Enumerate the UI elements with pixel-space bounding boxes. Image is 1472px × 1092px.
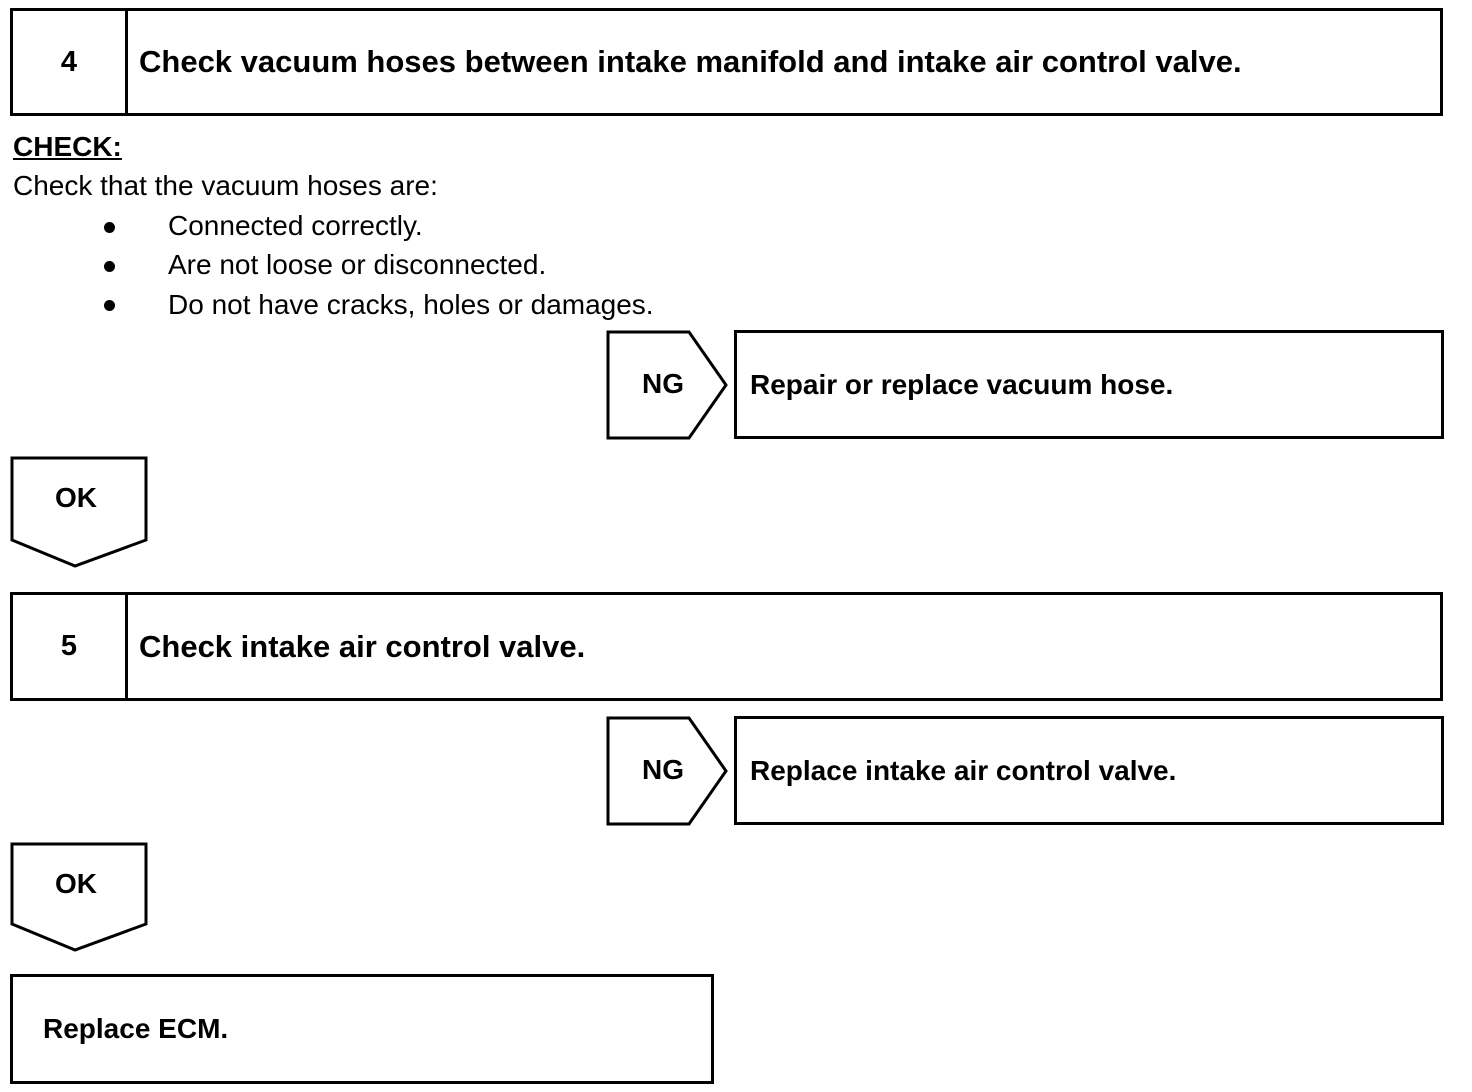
- ok-label-4: OK: [55, 482, 97, 513]
- check-heading: CHECK:: [13, 131, 122, 162]
- step-5-title: Check intake air control valve.: [139, 628, 586, 664]
- step-4-box: [10, 8, 1443, 116]
- final-action-box: Replace ECM.: [10, 974, 714, 1084]
- ok-label-5: OK: [55, 868, 97, 899]
- bullet-icon: [104, 222, 115, 233]
- ng-label-4: NG: [642, 368, 684, 399]
- bullet-icon: [104, 261, 115, 272]
- step-5-number: 5: [13, 595, 128, 698]
- check-item-2: Are not loose or disconnected.: [168, 249, 547, 280]
- ng-label-5: NG: [642, 754, 684, 785]
- step-4-number: 4: [13, 11, 128, 113]
- check-item-3: Do not have cracks, holes or damages.: [168, 289, 654, 320]
- ng-action-box-4: Repair or replace vacuum hose.: [734, 330, 1444, 439]
- ng-action-box-5: Replace intake air control valve.: [734, 716, 1444, 825]
- step-4-title: Check vacuum hoses between intake manifold and intake air control valve.: [139, 44, 1242, 79]
- check-intro: Check that the vacuum hoses are:: [13, 170, 438, 201]
- bullet-icon: [104, 300, 115, 311]
- step-5-box: [10, 592, 1443, 701]
- check-item-1: Connected correctly.: [168, 210, 423, 241]
